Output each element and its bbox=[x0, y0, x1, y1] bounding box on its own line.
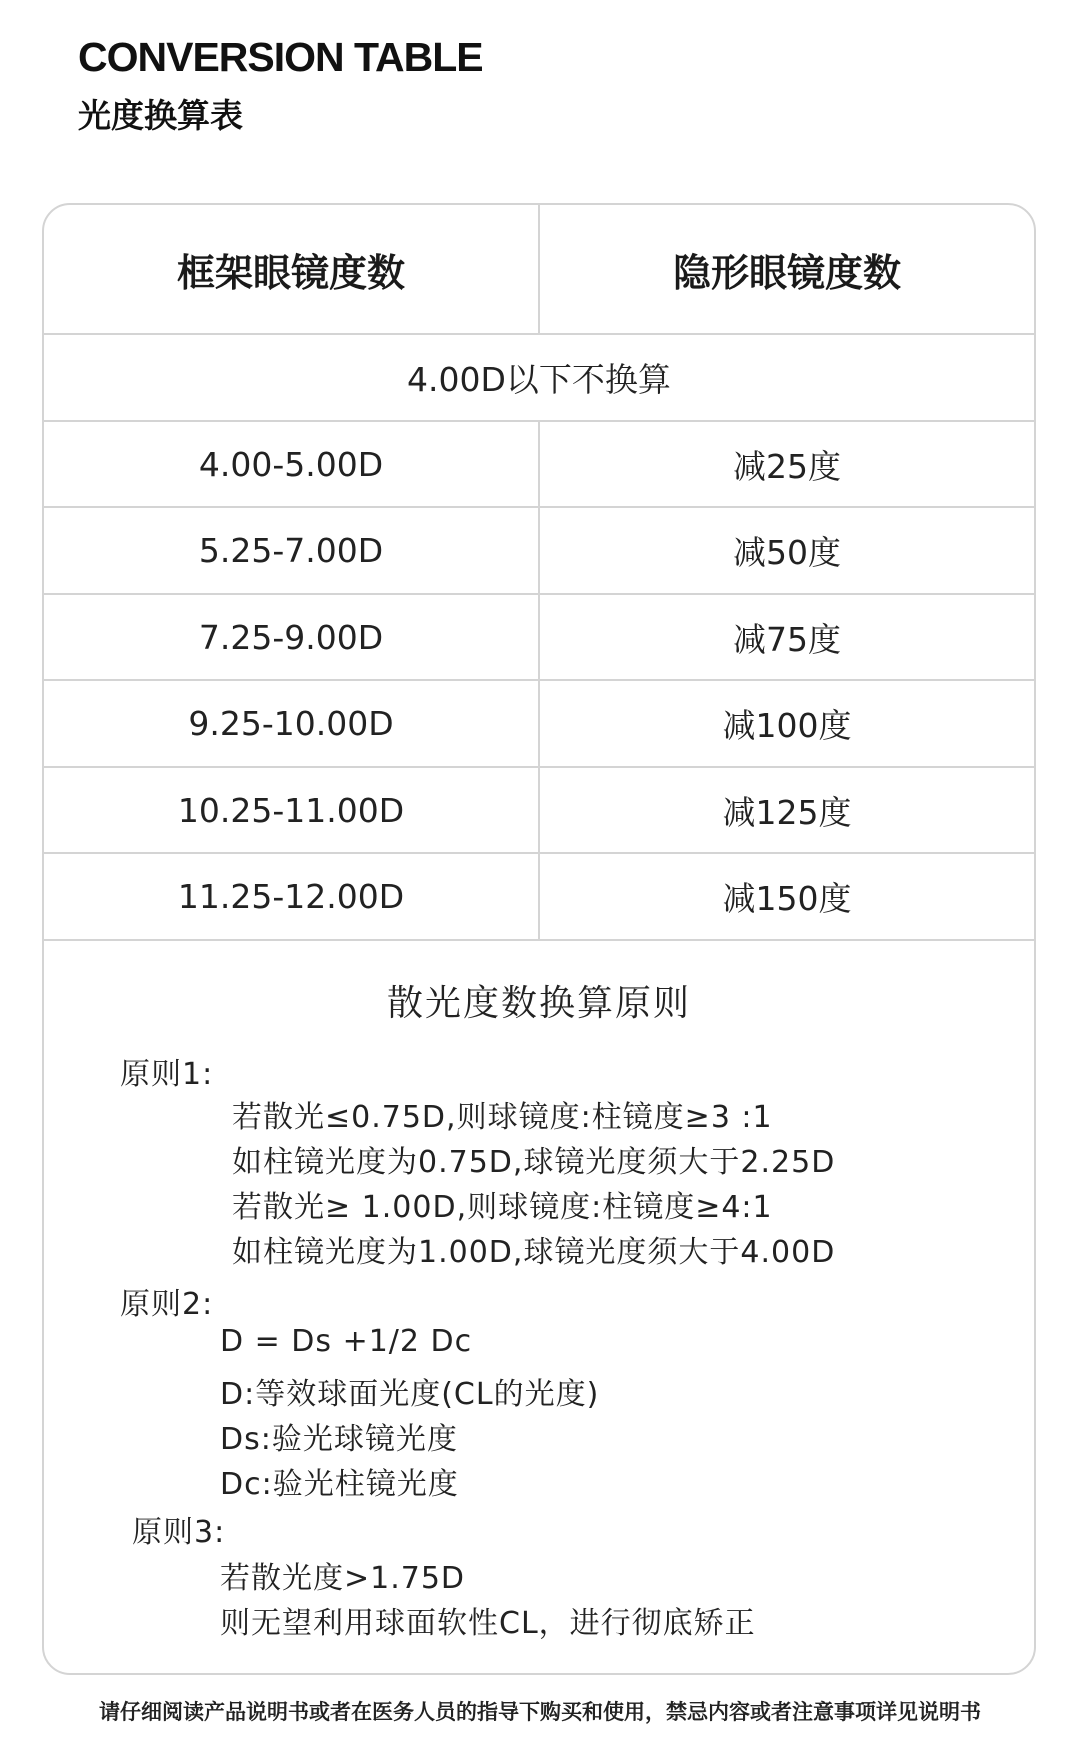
table-row bbox=[44, 854, 1034, 941]
rule3-label: 原则3: bbox=[132, 1515, 226, 1550]
table-row bbox=[44, 595, 1034, 681]
footer-disclaimer: 请仔细阅读产品说明书或者在医务人员的指导下购买和使用，禁忌内容或者注意事项详见说明书 bbox=[99, 1700, 981, 1724]
frame-power-cell: 10.25-11.00D bbox=[44, 768, 540, 852]
rule2-line: Ds:验光球镜光度 bbox=[220, 1422, 458, 1457]
table-row bbox=[44, 508, 1034, 595]
contact-power-cell: 减25度 bbox=[733, 446, 841, 486]
contact-power-cell: 减100度 bbox=[722, 706, 852, 745]
table-row bbox=[44, 681, 1034, 768]
contact-power-cell: 减50度 bbox=[733, 533, 841, 572]
rule1-line: 如柱镜光度为1.00D,球镜光度须大于4.00D bbox=[232, 1235, 836, 1270]
header-contact-lens: 隐形眼镜度数 bbox=[672, 250, 901, 295]
note-no-conversion: 4.00D以下不换算 bbox=[407, 360, 671, 399]
contact-power-cell: 减150度 bbox=[722, 879, 852, 918]
header-frame-glasses: 框架眼镜度数 bbox=[44, 205, 540, 333]
rule2-label: 原则2: bbox=[120, 1287, 214, 1322]
rule1-line: 若散光≤0.75D,则球镜度:柱镜度≥3 :1 bbox=[232, 1100, 773, 1135]
table-row bbox=[44, 768, 1034, 854]
rule2-line: D:等效球面光度(CL的光度) bbox=[220, 1377, 600, 1412]
page-title-cn: 光度换算表 bbox=[78, 96, 243, 135]
rule1-line: 若散光≥ 1.00D,则球镜度:柱镜度≥4:1 bbox=[232, 1190, 773, 1225]
table-row bbox=[44, 422, 1034, 508]
rules-title: 散光度数换算原则 bbox=[386, 983, 691, 1024]
rule3-line: 则无望利用球面软性CL，进行彻底矫正 bbox=[220, 1606, 756, 1641]
rule1-label: 原则1: bbox=[120, 1057, 214, 1092]
rule2-line: Dc:验光柱镜光度 bbox=[220, 1467, 459, 1502]
rule1-line: 如柱镜光度为0.75D,球镜光度须大于2.25D bbox=[232, 1145, 836, 1180]
contact-power-cell: 减75度 bbox=[733, 619, 841, 659]
frame-power-cell: 4.00-5.00D bbox=[44, 422, 540, 506]
frame-power-cell: 7.25-9.00D bbox=[44, 595, 540, 679]
contact-power-cell: 减125度 bbox=[722, 792, 852, 832]
table-header-row bbox=[44, 205, 1034, 335]
rule3-line: 若散光度>1.75D bbox=[220, 1561, 466, 1596]
page-title-en: CONVERSION TABLE bbox=[78, 34, 483, 80]
conversion-table-card bbox=[42, 203, 1036, 1675]
frame-power-cell: 5.25-7.00D bbox=[44, 508, 540, 593]
frame-power-cell: 11.25-12.00D bbox=[44, 854, 540, 939]
note-row bbox=[44, 335, 1034, 422]
rule2-line: D = Ds +1/2 Dc bbox=[220, 1324, 473, 1359]
frame-power-cell: 9.25-10.00D bbox=[44, 681, 540, 766]
